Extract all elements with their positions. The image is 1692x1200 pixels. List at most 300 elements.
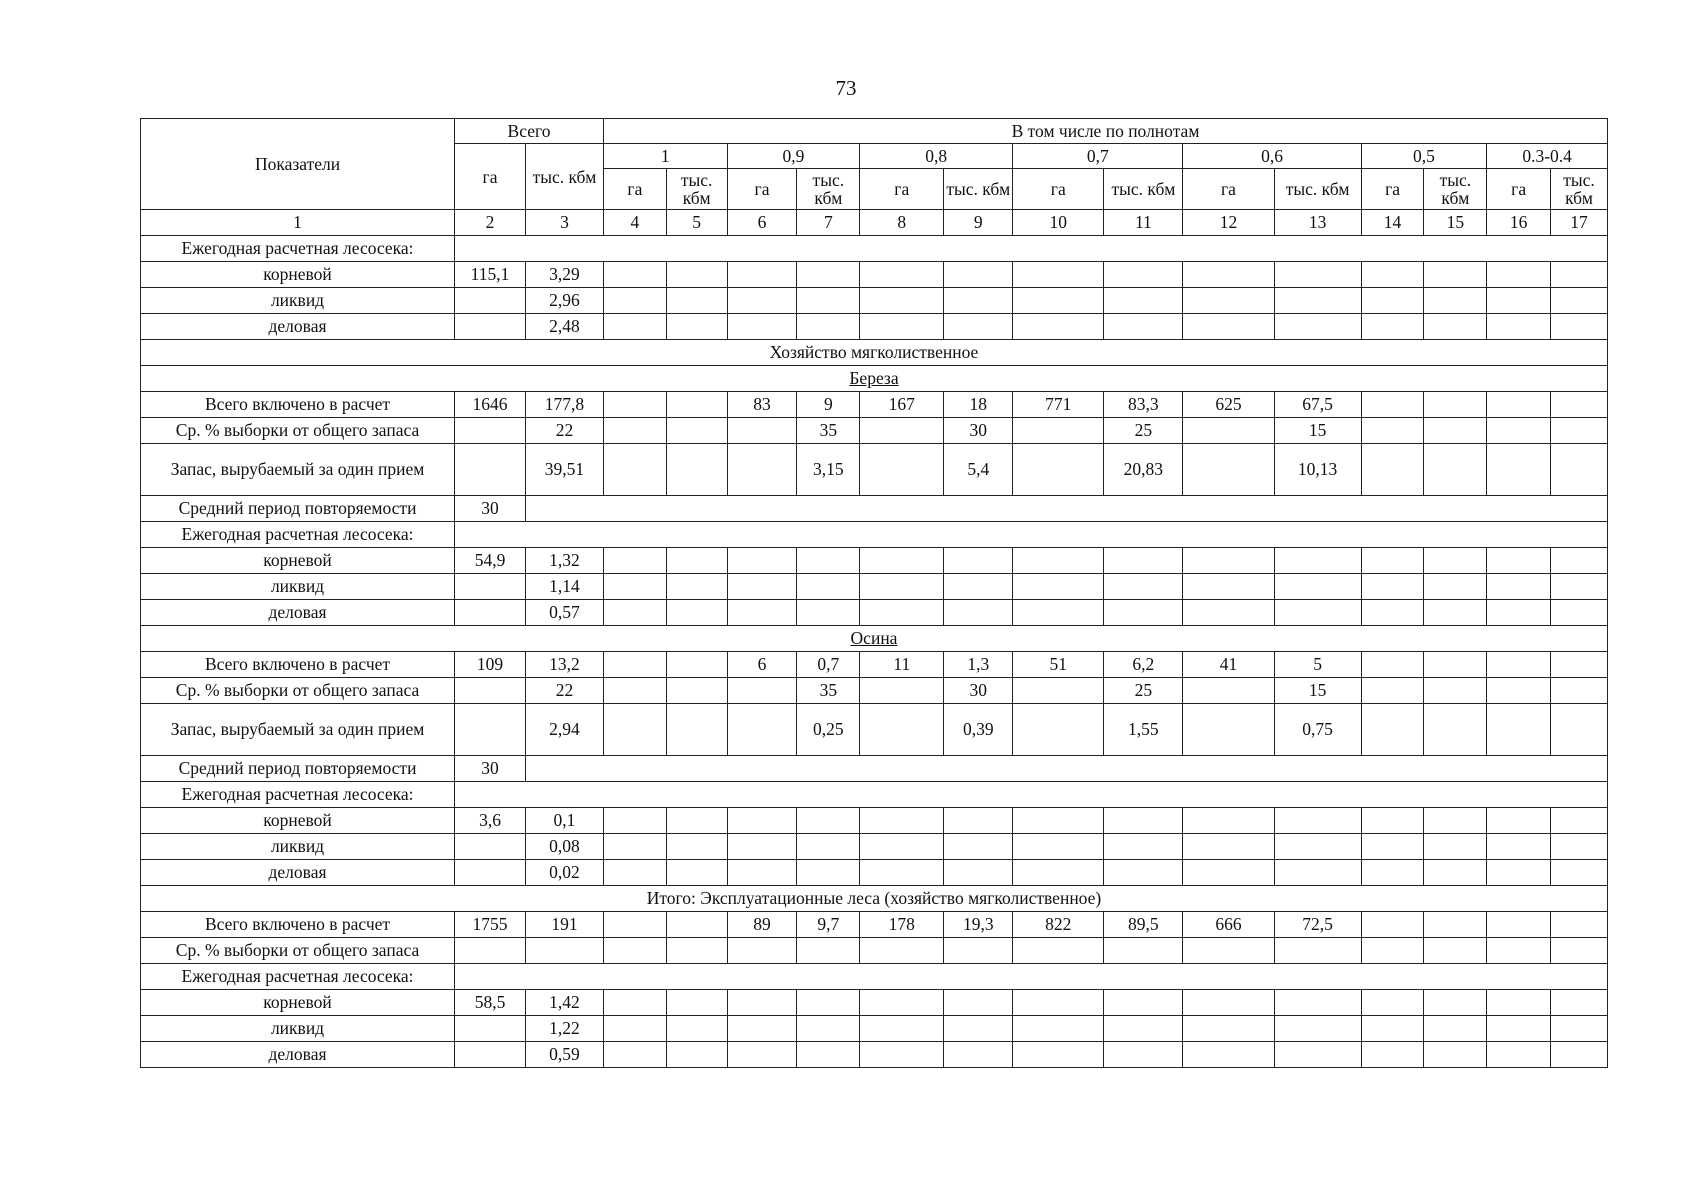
table-cell: [1487, 808, 1551, 834]
table-cell: [525, 938, 603, 964]
table-cell: [727, 834, 797, 860]
species-title-row: [141, 366, 1608, 392]
table-row: [141, 782, 1608, 808]
column-number: 7: [797, 210, 860, 236]
table-cell: [1551, 834, 1608, 860]
table-cell: [1424, 938, 1487, 964]
row-label: Запас, вырубаемый за один прием: [141, 444, 455, 496]
table-cell: [455, 574, 526, 600]
row-label: Ежегодная расчетная лесосека:: [141, 522, 455, 548]
table-cell: [1013, 444, 1104, 496]
table-cell: [1013, 418, 1104, 444]
column-number: 1: [141, 210, 455, 236]
column-number: 14: [1361, 210, 1424, 236]
row-label: Ср. % выборки от общего запаса: [141, 418, 455, 444]
table-cell: [525, 496, 1607, 522]
unit-vol: тыс. кбм: [666, 169, 727, 210]
column-number: 16: [1487, 210, 1551, 236]
table-cell: 54,9: [455, 548, 526, 574]
table-row: [141, 756, 1608, 782]
table-cell: [455, 964, 1608, 990]
table-cell: [455, 314, 526, 340]
table-cell: 1,22: [525, 1016, 603, 1042]
table-cell: [603, 548, 666, 574]
table-cell: [1551, 314, 1608, 340]
table-cell: [1487, 912, 1551, 938]
table-cell: 83: [727, 392, 797, 418]
table-cell: [1104, 808, 1183, 834]
table-cell: [797, 1042, 860, 1068]
table-cell: [1361, 392, 1424, 418]
table-cell: [1183, 808, 1274, 834]
table-row: [141, 704, 1608, 756]
table-cell: [1104, 548, 1183, 574]
table-cell: [727, 1042, 797, 1068]
table-cell: [1104, 1042, 1183, 1068]
table-cell: [1487, 652, 1551, 678]
table-cell: [1551, 808, 1608, 834]
table-cell: [1361, 600, 1424, 626]
table-cell: [944, 574, 1013, 600]
row-label: Всего включено в расчет: [141, 392, 455, 418]
table-cell: [1487, 418, 1551, 444]
table-cell: 0,25: [797, 704, 860, 756]
table-cell: [1361, 808, 1424, 834]
species-title-cell: [141, 626, 1608, 652]
table-cell: [603, 444, 666, 496]
table-cell: [455, 236, 1608, 262]
table-cell: 2,96: [525, 288, 603, 314]
table-cell: [1274, 938, 1361, 964]
table-cell: [1424, 990, 1487, 1016]
row-label: Ср. % выборки от общего запаса: [141, 678, 455, 704]
table-cell: [1424, 808, 1487, 834]
table-cell: [1424, 1042, 1487, 1068]
table-cell: [797, 574, 860, 600]
table-cell: [944, 288, 1013, 314]
column-number: 8: [860, 210, 944, 236]
table-cell: 178: [860, 912, 944, 938]
table-row: [141, 652, 1608, 678]
table-cell: 35: [797, 678, 860, 704]
table-cell: [860, 444, 944, 496]
table-cell: [944, 314, 1013, 340]
section-title-row: [141, 886, 1608, 912]
table-cell: [1183, 600, 1274, 626]
table-cell: [944, 600, 1013, 626]
table-cell: 115,1: [455, 262, 526, 288]
table-cell: [1183, 860, 1274, 886]
table-cell: [1183, 548, 1274, 574]
column-number: 4: [603, 210, 666, 236]
table-cell: [944, 262, 1013, 288]
table-row: [141, 912, 1608, 938]
table-cell: [1487, 574, 1551, 600]
table-row: [141, 964, 1608, 990]
species-title-cell: [141, 366, 1608, 392]
table-cell: 13,2: [525, 652, 603, 678]
table-row: [141, 1016, 1608, 1042]
table-cell: [666, 1016, 727, 1042]
table-cell: [860, 860, 944, 886]
column-number: 10: [1013, 210, 1104, 236]
table-cell: [797, 288, 860, 314]
row-label: деловая: [141, 314, 455, 340]
table-cell: 9,7: [797, 912, 860, 938]
table-cell: 1,14: [525, 574, 603, 600]
table-cell: 11: [860, 652, 944, 678]
table-cell: [1361, 548, 1424, 574]
row-label: корневой: [141, 548, 455, 574]
table-cell: 30: [944, 418, 1013, 444]
table-cell: 6: [727, 652, 797, 678]
table-cell: [1551, 574, 1608, 600]
unit-vol: тыс. кбм: [944, 169, 1013, 210]
table-cell: [727, 314, 797, 340]
table-cell: [603, 990, 666, 1016]
unit-ha: га: [1361, 169, 1424, 210]
table-cell: [603, 912, 666, 938]
table-cell: [860, 1042, 944, 1068]
table-cell: [1424, 444, 1487, 496]
table-cell: 72,5: [1274, 912, 1361, 938]
table-cell: [860, 990, 944, 1016]
table-cell: [666, 704, 727, 756]
table-cell: [603, 288, 666, 314]
table-cell: [1013, 548, 1104, 574]
table-cell: [1274, 574, 1361, 600]
row-label: Запас, вырубаемый за один прием: [141, 704, 455, 756]
table-cell: [860, 808, 944, 834]
table-cell: [1424, 834, 1487, 860]
unit-ha: га: [1183, 169, 1274, 210]
table-cell: [1013, 288, 1104, 314]
table-cell: [603, 704, 666, 756]
table-cell: 89: [727, 912, 797, 938]
table-cell: [455, 782, 1608, 808]
table-cell: [944, 860, 1013, 886]
header-indicators: Показатели: [141, 119, 455, 210]
table-cell: 58,5: [455, 990, 526, 1016]
table-row: [141, 938, 1608, 964]
table-cell: [666, 860, 727, 886]
table-cell: [860, 262, 944, 288]
table-row: [141, 834, 1608, 860]
table-cell: [1361, 262, 1424, 288]
table-cell: [727, 860, 797, 886]
unit-ha: га: [1013, 169, 1104, 210]
table-cell: [1551, 938, 1608, 964]
table-cell: [1104, 288, 1183, 314]
table-cell: 1,3: [944, 652, 1013, 678]
table-row: [141, 808, 1608, 834]
table-cell: [727, 600, 797, 626]
table-cell: [1104, 990, 1183, 1016]
table-cell: [1551, 990, 1608, 1016]
table-cell: [860, 418, 944, 444]
table-cell: [1487, 678, 1551, 704]
table-cell: [860, 1016, 944, 1042]
table-cell: [1274, 1016, 1361, 1042]
table-cell: [1274, 314, 1361, 340]
table-cell: [455, 444, 526, 496]
table-cell: [1551, 444, 1608, 496]
table-cell: [455, 704, 526, 756]
table-cell: [1551, 548, 1608, 574]
table-cell: [1183, 678, 1274, 704]
table-cell: 0,08: [525, 834, 603, 860]
row-label: Всего включено в расчет: [141, 652, 455, 678]
table-cell: 5: [1274, 652, 1361, 678]
table-cell: 3,15: [797, 444, 860, 496]
table-cell: [603, 262, 666, 288]
header-density-0-6: 0,6: [1183, 144, 1361, 169]
table-cell: 771: [1013, 392, 1104, 418]
table-cell: [727, 418, 797, 444]
column-number: 15: [1424, 210, 1487, 236]
table-cell: 167: [860, 392, 944, 418]
row-label: корневой: [141, 262, 455, 288]
table-row: [141, 990, 1608, 1016]
table-cell: [1551, 1016, 1608, 1042]
table-cell: [666, 314, 727, 340]
table-cell: [1104, 834, 1183, 860]
header-density-0-7: 0,7: [1013, 144, 1183, 169]
table-cell: [1013, 262, 1104, 288]
table-row: [141, 314, 1608, 340]
table-cell: [1551, 418, 1608, 444]
table-cell: [1104, 314, 1183, 340]
header-density-0-8: 0,8: [860, 144, 1013, 169]
table-cell: 3,6: [455, 808, 526, 834]
table-cell: 20,83: [1104, 444, 1183, 496]
table-cell: [1361, 1042, 1424, 1068]
table-cell: [603, 600, 666, 626]
table-cell: [666, 548, 727, 574]
table-cell: [666, 262, 727, 288]
table-cell: [603, 314, 666, 340]
table-cell: 51: [1013, 652, 1104, 678]
table-cell: 177,8: [525, 392, 603, 418]
table-cell: [1487, 1016, 1551, 1042]
table-row: [141, 288, 1608, 314]
table-cell: 1646: [455, 392, 526, 418]
table-cell: [1183, 314, 1274, 340]
table-cell: [1183, 574, 1274, 600]
table-cell: [727, 808, 797, 834]
table-cell: [455, 1016, 526, 1042]
table-cell: [860, 600, 944, 626]
table-cell: 35: [797, 418, 860, 444]
table-cell: 22: [525, 418, 603, 444]
unit-vol: тыс. кбм: [797, 169, 860, 210]
table-cell: [455, 418, 526, 444]
table-cell: [1424, 912, 1487, 938]
table-cell: [603, 938, 666, 964]
table-cell: [944, 834, 1013, 860]
table-cell: 1,55: [1104, 704, 1183, 756]
table-cell: [944, 938, 1013, 964]
table-cell: [1013, 600, 1104, 626]
table-row: [141, 236, 1608, 262]
table-cell: [1183, 1016, 1274, 1042]
unit-ha: га: [603, 169, 666, 210]
table-cell: [944, 808, 1013, 834]
header-density-0-3-0-4: 0.3-0.4: [1487, 144, 1608, 169]
table-cell: [1183, 444, 1274, 496]
section-title-row: [141, 340, 1608, 366]
table-cell: 19,3: [944, 912, 1013, 938]
column-number-row: [141, 210, 1608, 236]
table-cell: [455, 860, 526, 886]
table-cell: [727, 990, 797, 1016]
table-cell: [1361, 314, 1424, 340]
column-number: 6: [727, 210, 797, 236]
table-cell: [1274, 808, 1361, 834]
table-cell: [1274, 548, 1361, 574]
table-cell: 1,42: [525, 990, 603, 1016]
table-cell: [455, 600, 526, 626]
table-cell: [1104, 574, 1183, 600]
table-cell: [666, 912, 727, 938]
table-cell: [1551, 392, 1608, 418]
table-cell: [727, 704, 797, 756]
table-cell: [603, 1016, 666, 1042]
table-cell: [666, 1042, 727, 1068]
column-number: 13: [1274, 210, 1361, 236]
table-cell: [1013, 834, 1104, 860]
table-cell: 2,48: [525, 314, 603, 340]
table-cell: 9: [797, 392, 860, 418]
table-cell: 191: [525, 912, 603, 938]
table-cell: [1274, 860, 1361, 886]
table-cell: [1183, 990, 1274, 1016]
table-cell: [1424, 548, 1487, 574]
table-cell: [603, 418, 666, 444]
table-row: [141, 522, 1608, 548]
table-cell: [1361, 288, 1424, 314]
table-cell: [944, 990, 1013, 1016]
header-including-by-density: В том числе по полнотам: [603, 119, 1607, 144]
table-cell: [666, 990, 727, 1016]
table-cell: [1424, 574, 1487, 600]
column-number: 11: [1104, 210, 1183, 236]
table-cell: [1361, 444, 1424, 496]
table-cell: [1183, 834, 1274, 860]
row-label: корневой: [141, 808, 455, 834]
table-cell: [1424, 600, 1487, 626]
table-cell: [666, 834, 727, 860]
row-label: ликвид: [141, 288, 455, 314]
table-row: [141, 444, 1608, 496]
table-cell: 15: [1274, 678, 1361, 704]
table-cell: [1013, 574, 1104, 600]
table-cell: [860, 314, 944, 340]
species-title-row: [141, 626, 1608, 652]
unit-vol: тыс. кбм: [1551, 169, 1608, 210]
table-cell: [603, 808, 666, 834]
table-cell: [603, 652, 666, 678]
table-cell: 2,94: [525, 704, 603, 756]
table-cell: [1274, 834, 1361, 860]
table-cell: 5,4: [944, 444, 1013, 496]
table-cell: [1183, 418, 1274, 444]
table-cell: [666, 600, 727, 626]
table-row: [141, 496, 1608, 522]
table-cell: [455, 834, 526, 860]
table-row: [141, 678, 1608, 704]
table-cell: [1361, 990, 1424, 1016]
table-cell: 0,75: [1274, 704, 1361, 756]
table-cell: [1487, 704, 1551, 756]
table-cell: [1551, 860, 1608, 886]
table-cell: [1487, 860, 1551, 886]
unit-vol: тыс. кбм: [1104, 169, 1183, 210]
table-cell: [1487, 600, 1551, 626]
table-row: [141, 548, 1608, 574]
table-cell: [1104, 860, 1183, 886]
table-cell: 1,32: [525, 548, 603, 574]
table-cell: [797, 1016, 860, 1042]
table-cell: 15: [1274, 418, 1361, 444]
table-cell: 6,2: [1104, 652, 1183, 678]
table-cell: [455, 1042, 526, 1068]
table-cell: [1551, 600, 1608, 626]
table-cell: [1013, 704, 1104, 756]
column-number: 2: [455, 210, 526, 236]
table-cell: [666, 652, 727, 678]
header-total-vol: тыс. кбм: [525, 144, 603, 210]
column-number: 17: [1551, 210, 1608, 236]
row-label: Средний период повторяемости: [141, 756, 455, 782]
table-cell: [1104, 600, 1183, 626]
table-cell: [1487, 262, 1551, 288]
table-cell: 10,13: [1274, 444, 1361, 496]
table-cell: [1487, 288, 1551, 314]
row-label: корневой: [141, 990, 455, 1016]
header-total-ha: га: [455, 144, 526, 210]
table-cell: 25: [1104, 418, 1183, 444]
table-cell: [1424, 314, 1487, 340]
table-cell: 41: [1183, 652, 1274, 678]
column-number: 3: [525, 210, 603, 236]
table-cell: 30: [455, 496, 526, 522]
table-cell: [797, 548, 860, 574]
header-total: Всего: [455, 119, 604, 144]
table-row: [141, 262, 1608, 288]
table-cell: 89,5: [1104, 912, 1183, 938]
table-cell: [860, 548, 944, 574]
table-cell: [1551, 704, 1608, 756]
table-header: [141, 119, 1608, 210]
species-title: Береза: [849, 368, 899, 388]
row-label: Ср. % выборки от общего запаса: [141, 938, 455, 964]
table-cell: [1424, 860, 1487, 886]
table-cell: 0,02: [525, 860, 603, 886]
unit-ha: га: [860, 169, 944, 210]
table-cell: [1013, 808, 1104, 834]
table-cell: [944, 548, 1013, 574]
table-cell: [666, 444, 727, 496]
table-cell: 0,59: [525, 1042, 603, 1068]
table-row: [141, 1042, 1608, 1068]
table-cell: [603, 834, 666, 860]
table-cell: [1551, 262, 1608, 288]
table-cell: [1274, 288, 1361, 314]
table-cell: [1183, 288, 1274, 314]
row-label: Ежегодная расчетная лесосека:: [141, 782, 455, 808]
table-cell: [455, 288, 526, 314]
